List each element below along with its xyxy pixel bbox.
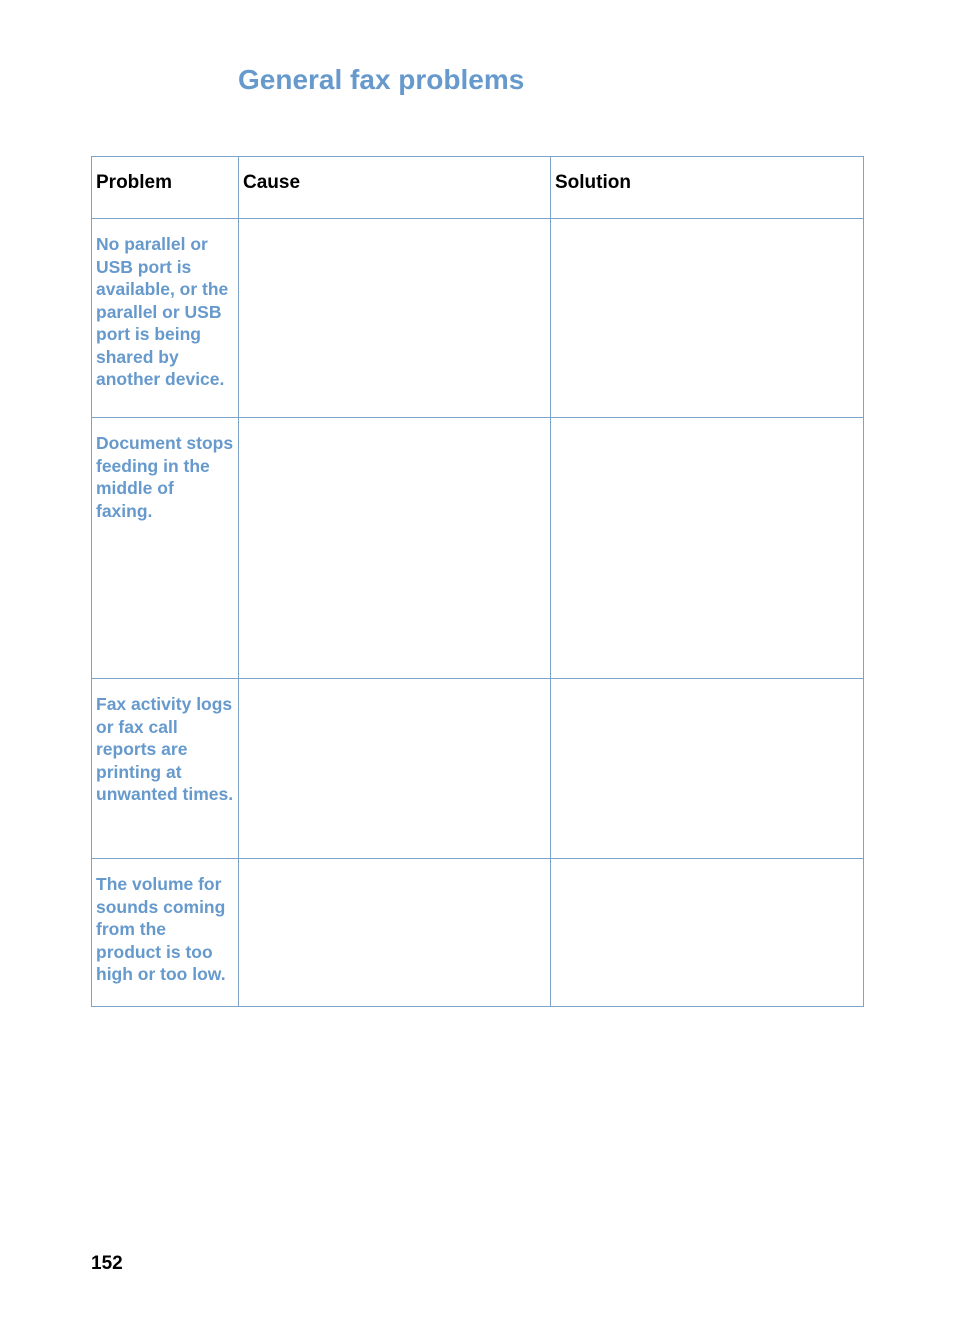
troubleshooting-table: [91, 156, 864, 1007]
page-title: General fax problems: [238, 64, 525, 95]
cause-cell: [239, 418, 551, 679]
table-header-row: [92, 157, 864, 219]
table-row: [92, 679, 864, 859]
column-header-solution: Solution: [551, 157, 864, 219]
column-header-cause: Cause: [239, 157, 551, 219]
cause-cell: [239, 679, 551, 859]
cause-cell: [239, 859, 551, 1007]
problem-cell: Fax activity logs or fax call reports are printing at unwanted times.: [92, 679, 239, 859]
problem-cell: Document stops feeding in the middle of faxing.: [92, 418, 239, 679]
problem-cell: The volume for sounds coming from the product is too high or too low.: [92, 859, 239, 1007]
table-row: [92, 859, 864, 1007]
problem-cell: No parallel or USB port is available, or the parallel or USB port is being shared by another device.: [92, 219, 239, 418]
table-row: [92, 219, 864, 418]
solution-cell: [551, 418, 864, 679]
column-header-problem: Problem: [92, 157, 239, 219]
solution-cell: [551, 219, 864, 418]
solution-cell: [551, 679, 864, 859]
page-number: 152: [91, 1253, 123, 1274]
cause-cell: [239, 219, 551, 418]
table-row: [92, 418, 864, 679]
solution-cell: [551, 859, 864, 1007]
